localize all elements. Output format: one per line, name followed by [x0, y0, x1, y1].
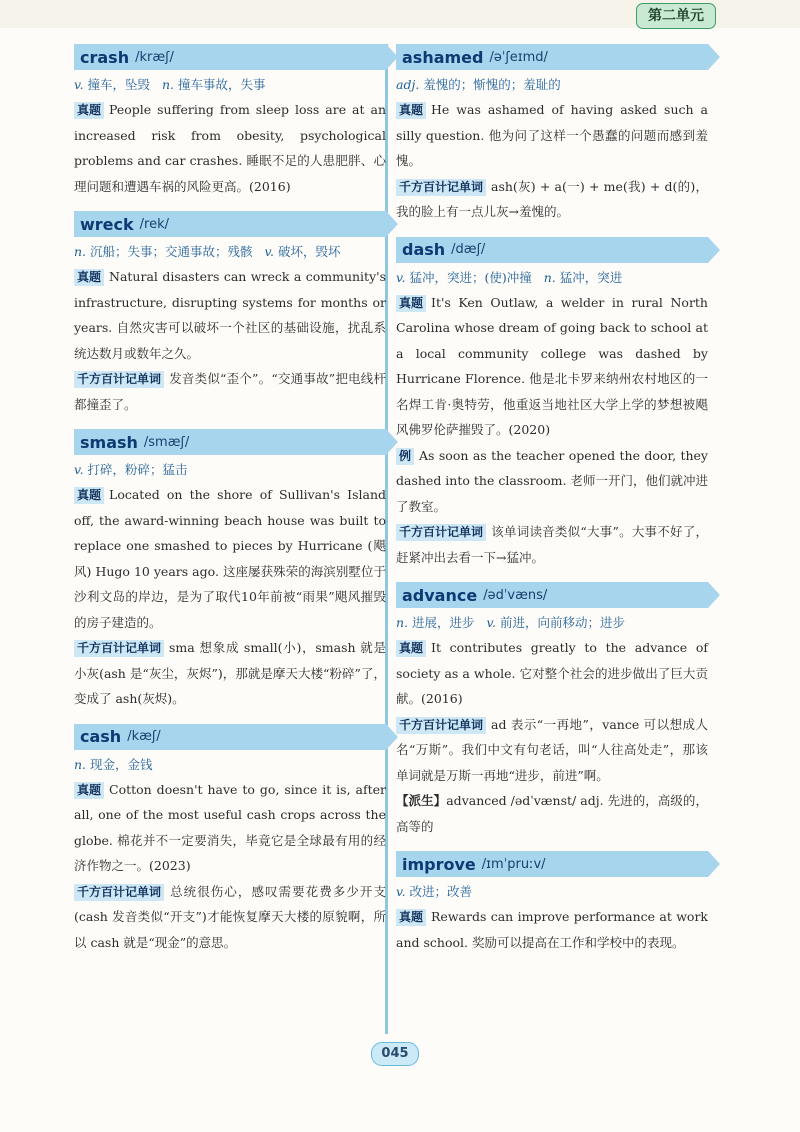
memory-tip	[74, 635, 386, 712]
definition-line	[396, 75, 708, 95]
definition-line	[396, 882, 708, 902]
entry-header	[396, 44, 708, 70]
derivation-label: 【派生】	[396, 793, 447, 808]
derivation-text: advanced /ədˈvænst/ adj. 先进的，高级的，高等的	[396, 793, 708, 834]
exam-example	[74, 97, 386, 199]
memory-text: sma 想象成 small(小)，smash 就是小灰(ash 是“灰尘，灰烬”)，那就是摩天大楼“粉碎”了，变成了 ash(灰烬)。	[74, 640, 386, 706]
exam-label: 真题	[396, 102, 426, 119]
part-of-speech: n.	[74, 244, 87, 259]
entry-improve	[396, 851, 708, 955]
example-text: As soon as the teacher opened the door, they dashed into the classroom. 老师一开门，他们就冲进了教室。	[396, 447, 708, 514]
part-of-speech: v.	[264, 244, 275, 259]
exam-text: It's Ken Outlaw, a welder in rural North Carolina whose dream of going back to school at a local community college was dashed by Hurricane Florence. 他是北卡罗来纳州农村地区的一名焊工肯·奥特劳，他重返当地社区大学上学的梦想被飓风佛罗伦萨摧毁了。(2020)	[396, 294, 708, 437]
memory-text: 发音类似“歪个”。“交通事故”把电线杆都撞歪了。	[74, 371, 386, 412]
definition: 改进；改善	[409, 884, 473, 899]
entry-cash	[74, 724, 386, 956]
definition-line	[74, 242, 386, 262]
memory-label: 千方百计记单词	[74, 884, 164, 901]
page-number: 045	[371, 1042, 419, 1066]
exam-label: 真题	[74, 269, 104, 286]
exam-text: Rewards can improve performance at work and school. 奖励可以提高在工作和学校中的表现。	[396, 909, 708, 950]
entry-wreck	[74, 211, 386, 417]
headword: improve	[402, 854, 476, 874]
definition-line	[396, 268, 708, 288]
memory-label: 千方百计记单词	[74, 371, 164, 388]
example-label: 例	[396, 448, 414, 465]
right-column	[396, 44, 708, 967]
definition-line	[74, 460, 386, 480]
memory-label: 千方百计记单词	[396, 717, 486, 734]
phonetic: /əˈʃeɪmd/	[489, 49, 548, 65]
unit-tab: 第二单元	[636, 3, 716, 29]
exam-example	[74, 482, 386, 635]
headword: crash	[80, 47, 130, 67]
exam-example	[396, 904, 708, 955]
exam-text: Cotton doesn't have to go, since it is, after all, one of the most useful cash crops across the globe. 棉花并不一定要消失，毕竟它是全球最有用的经济作物之一。(2023)	[74, 781, 386, 873]
memory-tip	[74, 366, 386, 417]
usage-example	[396, 443, 708, 520]
entry-crash	[74, 44, 386, 199]
entry-header	[396, 237, 708, 263]
entry-header	[396, 582, 708, 608]
exam-label: 真题	[74, 782, 104, 799]
headword: ashamed	[402, 47, 484, 67]
exam-label: 真题	[396, 909, 426, 926]
part-of-speech: adj.	[396, 77, 420, 92]
memory-label: 千方百计记单词	[74, 640, 164, 657]
part-of-speech: n.	[543, 269, 556, 285]
exam-label: 真题	[396, 640, 426, 657]
memory-tip	[396, 712, 708, 789]
phonetic: /smæʃ/	[143, 434, 190, 450]
exam-label: 真题	[396, 295, 426, 312]
definition: 猛冲，突进；(使)冲撞	[409, 269, 532, 285]
phonetic: /kræʃ/	[135, 49, 174, 65]
exam-example	[396, 635, 708, 712]
definition: 撞车事故，失事	[178, 77, 266, 92]
phonetic: /kæʃ/	[127, 729, 161, 744]
definition-line	[74, 755, 386, 775]
memory-text: ad 表示“一再地”，vance 可以想成人名“万斯”。我们中文有句老话，叫“人往高处走”，那该单词就是万斯一再地“进步，前进”啊。	[396, 716, 708, 783]
entry-header	[74, 44, 386, 70]
exam-example	[396, 97, 708, 174]
exam-label: 真题	[74, 102, 104, 119]
entry-header	[74, 429, 386, 455]
exam-text: Natural disasters can wreck a community's infrastructure, disrupting systems for months or years. 自然灾害可以破坏一个社区的基础设施，扰乱系统达数月或数年之久。	[74, 269, 386, 361]
memory-tip	[396, 174, 708, 225]
part-of-speech: v.	[486, 615, 497, 630]
entry-smash	[74, 429, 386, 712]
exam-example	[74, 264, 386, 366]
exam-text: It contributes greatly to the advance of society as a whole. 它对整个社会的进步做出了巨大贡献。(2016)	[396, 640, 708, 706]
part-of-speech: n.	[161, 77, 175, 92]
phonetic: /dæʃ/	[451, 242, 486, 257]
part-of-speech: n.	[74, 756, 87, 772]
entry-advance	[396, 582, 708, 839]
definition: 猛冲，突进	[559, 269, 623, 285]
entry-dash	[396, 237, 708, 571]
exam-label: 真题	[74, 487, 104, 504]
part-of-speech: v.	[74, 77, 84, 92]
derivation	[396, 788, 708, 839]
definition: 沉船；失事；交通事故；残骸	[90, 244, 253, 259]
entry-header	[74, 211, 386, 237]
exam-text: He was ashamed of having asked such a silly question. 他为问了这样一个愚蠢的问题而感到羞愧。	[396, 102, 708, 168]
entry-ashamed	[396, 44, 708, 225]
memory-label: 千方百计记单词	[396, 524, 486, 541]
exam-text: Located on the shore of Sullivan's Island off, the award-winning beach house was built to replace one smashed to pieces by Hurricane (飓风) Hugo 10 years ago. 这座屡获殊荣的海滨别墅位于沙利文岛的岸边，是为了取代10年前被“雨果”飓风摧毁的房子建造的。	[74, 487, 386, 630]
left-column	[74, 44, 386, 967]
definition: 破坏，毁坏	[278, 244, 341, 259]
memory-label: 千方百计记单词	[396, 179, 486, 196]
definition-line	[396, 613, 708, 633]
definition: 前进，向前移动；进步	[500, 615, 626, 630]
definition: 进展，进步	[412, 615, 475, 630]
entry-header	[74, 724, 386, 750]
memory-text: ash(灰) + a(一) + me(我) + d(的)，我的脸上有一点儿灰→羞愧的。	[396, 178, 708, 219]
entry-header	[396, 851, 708, 877]
phonetic: /ɪmˈpruːv/	[481, 856, 546, 872]
headword: smash	[80, 432, 138, 452]
definition-line	[74, 75, 386, 95]
memory-text: 该单词读音类似“大事”。大事不好了，赶紧冲出去看一下→猛冲。	[396, 524, 708, 565]
headword: wreck	[80, 214, 134, 234]
memory-tip	[396, 519, 708, 570]
exam-example	[74, 777, 386, 879]
part-of-speech: v.	[396, 884, 406, 899]
headword: advance	[402, 585, 478, 605]
phonetic: /ədˈvæns/	[483, 587, 548, 603]
memory-tip	[74, 879, 386, 956]
phonetic: /rek/	[139, 216, 170, 232]
part-of-speech: v.	[396, 269, 406, 285]
headword: dash	[402, 240, 446, 259]
headword: cash	[80, 727, 122, 746]
part-of-speech: v.	[74, 462, 84, 477]
definition: 打碎，粉碎；猛击	[87, 462, 188, 477]
definition: 羞愧的；惭愧的；羞耻的	[423, 77, 561, 92]
definition: 现金，金钱	[90, 756, 153, 772]
memory-text: 总统很伤心，感叹需要花费多少开支(cash 发音类似“开支”)才能恢复摩天大楼的原貌啊，所以 cash 就是“现金”的意思。	[74, 883, 386, 950]
exam-example	[396, 290, 708, 443]
exam-text: People suffering from sleep loss are at an increased risk from obesity, psychological problems and car crashes. 睡眠不足的人患肥胖、心理问题和遭遇车祸的风险更高。(2016)	[74, 102, 386, 194]
definition: 撞车，坠毁	[87, 77, 151, 92]
part-of-speech: n.	[396, 615, 409, 630]
